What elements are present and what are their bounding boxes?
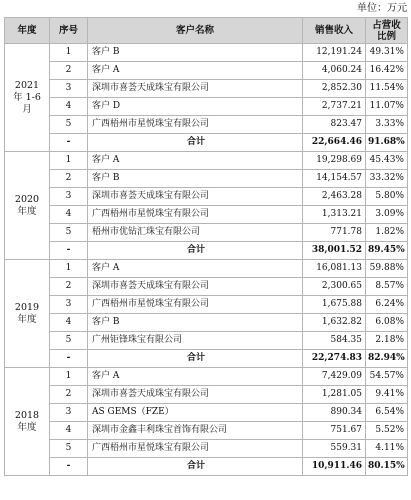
total-share-cell: 91.68%: [366, 134, 408, 152]
share-cell: 4.11%: [366, 440, 408, 458]
share-cell: 54.57%: [366, 368, 408, 386]
revenue-cell: 19,298.69: [303, 152, 366, 170]
customer-cell: 客户 D: [88, 98, 303, 116]
seq-cell: 2: [50, 62, 88, 80]
share-cell: 49.31%: [366, 44, 408, 62]
share-cell: 3.09%: [366, 206, 408, 224]
customer-cell: 广州钜锋珠宝有限公司: [88, 332, 303, 350]
revenue-cell: 2,737.21: [303, 98, 366, 116]
seq-cell: 1: [50, 368, 88, 386]
table-row: [5, 314, 408, 332]
revenue-cell: 4,060.24: [303, 62, 366, 80]
year-line: 年度: [17, 421, 37, 433]
table-row: [5, 386, 408, 404]
share-cell: 5.80%: [366, 188, 408, 206]
revenue-cell: 7,429.09: [303, 368, 366, 386]
table-row: [5, 98, 408, 116]
revenue-cell: 1,281.05: [303, 386, 366, 404]
year-line: 2018: [14, 409, 40, 421]
header-share: 占营收比例: [366, 18, 408, 44]
seq-cell: 4: [50, 422, 88, 440]
customer-revenue-table: [4, 17, 408, 476]
total-row: [5, 134, 408, 152]
table-row: [5, 44, 408, 62]
year-line: 年度: [17, 313, 37, 325]
total-label-cell: 合计: [88, 458, 303, 476]
share-cell: 2.18%: [366, 332, 408, 350]
revenue-cell: 2,463.28: [303, 188, 366, 206]
customer-cell: 广西梧州市星悦珠宝有限公司: [88, 116, 303, 134]
seq-cell: 1: [50, 152, 88, 170]
table-row: [5, 80, 408, 98]
revenue-cell: 16,081.13: [303, 260, 366, 278]
seq-cell: 3: [50, 80, 88, 98]
seq-cell: 5: [50, 116, 88, 134]
table-row: [5, 152, 408, 170]
customer-cell: 广西梧州市星悦珠宝有限公司: [88, 206, 303, 224]
customer-cell: 深圳市喜荟天成珠宝有限公司: [88, 386, 303, 404]
share-cell: 1.82%: [366, 224, 408, 242]
total-revenue-cell: 22,274.83: [303, 350, 366, 368]
year-line: 年度: [17, 205, 37, 217]
revenue-cell: 823.47: [303, 116, 366, 134]
table-row: [5, 260, 408, 278]
table-row: [5, 170, 408, 188]
share-cell: 11.07%: [366, 98, 408, 116]
customer-cell: 客户 B: [88, 170, 303, 188]
seq-cell: 2: [50, 170, 88, 188]
total-seq-cell: -: [50, 458, 88, 476]
share-cell: 16.42%: [366, 62, 408, 80]
share-cell: 6.54%: [366, 404, 408, 422]
customer-cell: 客户 A: [88, 368, 303, 386]
customer-cell: 客户 A: [88, 62, 303, 80]
table-row: [5, 278, 408, 296]
revenue-cell: 2,300.65: [303, 278, 366, 296]
total-row: [5, 458, 408, 476]
share-cell: 8.57%: [366, 278, 408, 296]
table-row: [5, 296, 408, 314]
total-share-cell: 89.45%: [366, 242, 408, 260]
year-line: 年 1-6: [13, 91, 41, 103]
customer-cell: 深圳市喜荟天成珠宝有限公司: [88, 80, 303, 98]
total-share-cell: 80.15%: [366, 458, 408, 476]
seq-cell: 1: [50, 44, 88, 62]
year-cell: [5, 368, 50, 476]
year-line: 2019: [14, 301, 40, 313]
share-cell: 9.41%: [366, 386, 408, 404]
customer-cell: 广西梧州市星悦珠宝有限公司: [88, 296, 303, 314]
revenue-cell: 2,852.30: [303, 80, 366, 98]
total-share-cell: 82.94%: [366, 350, 408, 368]
year-cell: [5, 260, 50, 368]
revenue-cell: 14,154.57: [303, 170, 366, 188]
share-cell: 45.43%: [366, 152, 408, 170]
header-seq: 序号: [50, 18, 88, 44]
table-row: [5, 422, 408, 440]
customer-cell: 深圳市金鑫丰利珠宝首饰有限公司: [88, 422, 303, 440]
revenue-cell: 771.78: [303, 224, 366, 242]
year-line: 月: [22, 103, 32, 115]
share-cell: 6.08%: [366, 314, 408, 332]
total-revenue-cell: 22,664.46: [303, 134, 366, 152]
customer-cell: 深圳市喜荟天成珠宝有限公司: [88, 278, 303, 296]
revenue-cell: 584.35: [303, 332, 366, 350]
share-cell: 6.24%: [366, 296, 408, 314]
seq-cell: 1: [50, 260, 88, 278]
seq-cell: 4: [50, 98, 88, 116]
customer-cell: 广西梧州市星悦珠宝有限公司: [88, 440, 303, 458]
header-revenue: 销售收入: [303, 18, 366, 44]
share-cell: 33.32%: [366, 170, 408, 188]
seq-cell: 2: [50, 278, 88, 296]
table-row: [5, 116, 408, 134]
seq-cell: 5: [50, 224, 88, 242]
table-row: [5, 206, 408, 224]
revenue-cell: 1,675.88: [303, 296, 366, 314]
table-row: [5, 62, 408, 80]
table-row: [5, 188, 408, 206]
customer-cell: 客户 A: [88, 260, 303, 278]
revenue-cell: 890.34: [303, 404, 366, 422]
header-customer: 客户名称: [88, 18, 303, 44]
table-row: [5, 440, 408, 458]
seq-cell: 3: [50, 296, 88, 314]
seq-cell: 2: [50, 386, 88, 404]
year-line: 2021: [14, 79, 40, 91]
total-seq-cell: -: [50, 134, 88, 152]
total-row: [5, 350, 408, 368]
total-seq-cell: -: [50, 350, 88, 368]
seq-cell: 4: [50, 206, 88, 224]
share-cell: 59.88%: [366, 260, 408, 278]
total-revenue-cell: 38,001.52: [303, 242, 366, 260]
revenue-cell: 1,313.21: [303, 206, 366, 224]
table-row: [5, 404, 408, 422]
year-line: 2020: [14, 193, 40, 205]
unit-label: 单位：万元: [357, 3, 407, 14]
customer-cell: 深圳市喜荟天成珠宝有限公司: [88, 188, 303, 206]
customer-cell: 梧州市优钻汇珠宝有限公司: [88, 224, 303, 242]
customer-cell: AS GEMS（FZE）: [88, 404, 303, 422]
header-year: 年度: [5, 18, 50, 44]
total-label-cell: 合计: [88, 350, 303, 368]
revenue-cell: 559.31: [303, 440, 366, 458]
share-cell: 5.52%: [366, 422, 408, 440]
seq-cell: 3: [50, 188, 88, 206]
revenue-cell: 1,632.82: [303, 314, 366, 332]
customer-cell: 客户 A: [88, 152, 303, 170]
year-cell: [5, 44, 50, 152]
customer-cell: 客户 B: [88, 314, 303, 332]
seq-cell: 3: [50, 404, 88, 422]
share-cell: 11.54%: [366, 80, 408, 98]
table-row: [5, 368, 408, 386]
seq-cell: 5: [50, 440, 88, 458]
table-body: [5, 44, 408, 476]
year-cell: [5, 152, 50, 260]
customer-cell: 客户 B: [88, 44, 303, 62]
revenue-cell: 12,191.24: [303, 44, 366, 62]
table-row: [5, 224, 408, 242]
revenue-cell: 751.67: [303, 422, 366, 440]
seq-cell: 5: [50, 332, 88, 350]
total-label-cell: 合计: [88, 242, 303, 260]
table-row: [5, 332, 408, 350]
share-cell: 3.33%: [366, 116, 408, 134]
table-header-row: [5, 18, 408, 44]
seq-cell: 4: [50, 314, 88, 332]
total-label-cell: 合计: [88, 134, 303, 152]
total-seq-cell: -: [50, 242, 88, 260]
total-revenue-cell: 10,911.46: [303, 458, 366, 476]
total-row: [5, 242, 408, 260]
